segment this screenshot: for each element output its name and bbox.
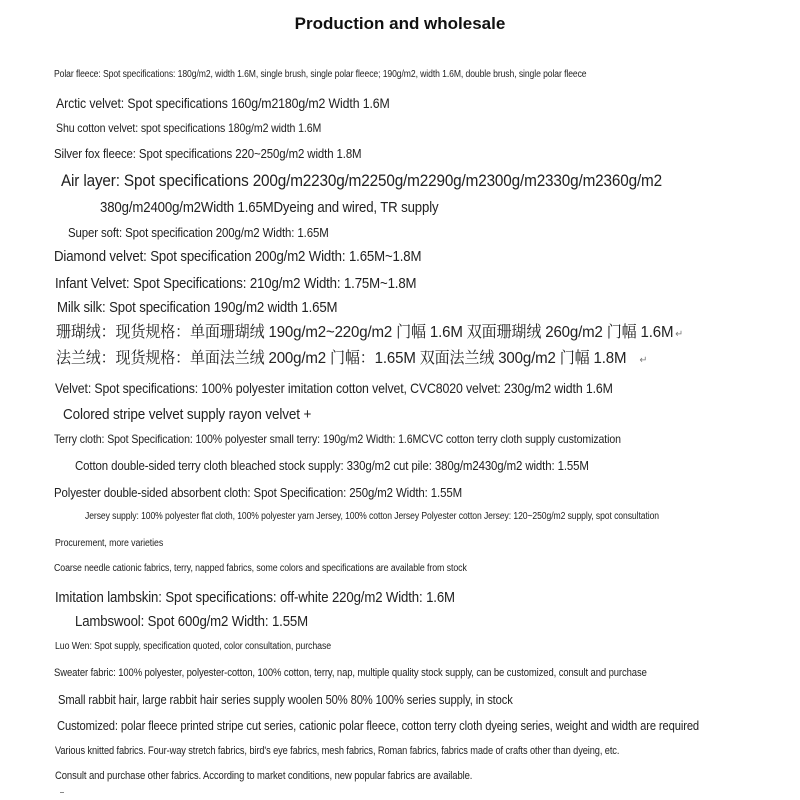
line-air-layer: Air layer: Spot specifications 200g/m2230g/m2250g/m2290g/m2300g/m2330g/m2360g/m2 <box>61 171 662 190</box>
line-rabbit-hair: Small rabbit hair, large rabbit hair series supply woolen 50% 80% 100% series supply, in stock <box>58 692 513 707</box>
line-customized: Customized: polar fleece printed stripe cut series, cationic polar fleece, cotton terry cloth dyeing series, weight and width are required <box>57 718 700 733</box>
return-mark: ↵ <box>675 329 684 340</box>
line-coral-fleece-cn <box>56 325 683 341</box>
line-jersey-supply: Jersey supply: 100% polyester flat cloth, 100% polyester yarn Jersey, 100% cotton Jersey Polyester cotton Jersey: 120~250g/m2 supply, spot consultation <box>85 511 659 522</box>
line-consult-purchase: Consult and purchase other fabrics. According to market conditions, new popular fabrics are available. <box>55 770 473 782</box>
line-colored-stripe-velvet: Colored stripe velvet supply rayon velvet + <box>63 406 312 423</box>
line-polyester-absorbent: Polyester double-sided absorbent cloth: Spot Specification: 250g/m2 Width: 1.55M <box>54 485 463 500</box>
line-silver-fox-fleece: Silver fox fleece: Spot specifications 220~250g/m2 width 1.8M <box>54 146 362 161</box>
line-velvet: Velvet: Spot specifications: 100% polyester imitation cotton velvet, CVC8020 velvet: 230g/m2 width 1.6M <box>55 380 613 396</box>
line-procurement: Procurement, more varieties <box>55 538 164 549</box>
line-imitation-lambskin: Imitation lambskin: Spot specifications: off-white 220g/m2 Width: 1.6M <box>55 589 455 606</box>
line-flannel-cn <box>56 351 647 367</box>
line-polar-fleece: Polar fleece: Spot specifications: 180g/m2, width 1.6M, single brush, single polar fleece; 190g/m2, width 1.6M, double brush, single polar fleece <box>54 69 587 80</box>
line-arctic-velvet: Arctic velvet: Spot specifications 160g/m2180g/m2 Width 1.6M <box>56 95 390 111</box>
line-terry-cloth: Terry cloth: Spot Specification: 100% polyester small terry: 190g/m2 Width: 1.6MCVC cotton terry cloth supply customization <box>54 432 621 446</box>
line-shu-cotton-velvet: Shu cotton velvet: spot specifications 180g/m2 width 1.6M <box>56 121 322 135</box>
page-corner-mark <box>60 792 64 796</box>
line-super-soft: Super soft: Spot specification 200g/m2 Width: 1.65M <box>68 225 329 240</box>
line-sweater-fabric: Sweater fabric: 100% polyester, polyester-cotton, 100% cotton, terry, nap, multiple quality stock supply, can be customized, consult and purchase <box>54 667 647 679</box>
line-infant-velvet: Infant Velvet: Spot Specifications: 210g/m2 Width: 1.75M~1.8M <box>55 275 417 292</box>
line-diamond-velvet: Diamond velvet: Spot specification 200g/m2 Width: 1.65M~1.8M <box>54 248 422 265</box>
return-mark: ↵ <box>639 355 648 366</box>
line-milk-silk: Milk silk: Spot specification 190g/m2 width 1.65M <box>57 299 338 316</box>
document-title: Production and wholesale <box>294 14 506 33</box>
line-flannel-cn-text: 法兰绒：现货规格：单面法兰绒 200g/m2 门幅：1.65M 双面法兰绒 300g/m2 门幅 1.8M <box>56 350 627 367</box>
line-knitted-fabrics: Various knitted fabrics. Four-way stretch fabrics, bird's eye fabrics, mesh fabrics, Roman fabrics, fabrics made of crafts other than dyeing, etc. <box>55 745 620 757</box>
line-luo-wen: Luo Wen: Spot supply, specification quoted, color consultation, purchase <box>55 641 332 652</box>
line-lambswool: Lambswool: Spot 600g/m2 Width: 1.55M <box>75 613 308 630</box>
line-coral-fleece-cn-text: 珊瑚绒：现货规格：单面珊瑚绒 190g/m2~220g/m2 门幅 1.6M 双面珊瑚绒 260g/m2 门幅 1.6M <box>56 324 674 341</box>
line-coarse-needle: Coarse needle cationic fabrics, terry, napped fabrics, some colors and specifications are available from stock <box>54 563 467 574</box>
line-air-layer-cont: 380g/m2400g/m2Width 1.65MDyeing and wired, TR supply <box>100 199 439 216</box>
line-cotton-terry: Cotton double-sided terry cloth bleached stock supply: 330g/m2 cut pile: 380g/m2430g/m2 width: 1.55M <box>75 458 589 473</box>
